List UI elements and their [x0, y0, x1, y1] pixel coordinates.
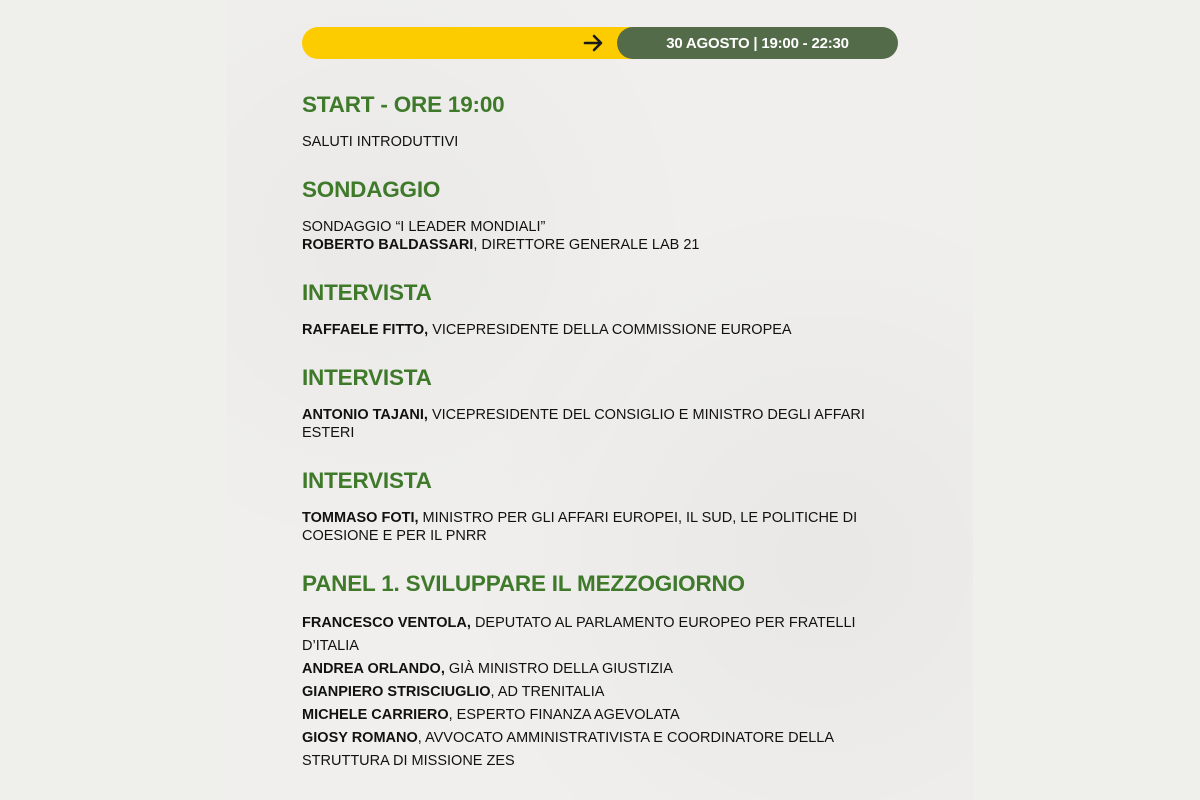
speaker-name: TOMMASO FOTI,	[302, 510, 419, 526]
section-heading: INTERVISTA	[302, 468, 432, 493]
agenda-line: RAFFAELE FITTO, VICEPRESIDENTE DELLA COMMISSIONE EUROPEA	[302, 322, 792, 338]
section-heading: SONDAGGIO	[302, 177, 441, 202]
agenda-line: ANTONIO TAJANI, VICEPRESIDENTE DEL CONSIGLIO E MINISTRO DEGLI AFFARI ESTERI	[302, 407, 865, 441]
section-heading: INTERVISTA	[302, 280, 432, 305]
agenda-line: SALUTI INTRODUTTIVI	[302, 134, 459, 150]
program-content	[302, 91, 892, 773]
speaker-name: RAFFAELE FITTO,	[302, 322, 429, 338]
section-start	[302, 91, 892, 151]
agenda-line: FRANCESCO VENTOLA, DEPUTATO AL PARLAMENTO EUROPEO PER FRATELLI D’ITALIA	[302, 615, 856, 654]
program-page	[227, 0, 973, 800]
speaker-name: MICHELE CARRIERO	[302, 707, 449, 723]
section-intervista	[302, 279, 892, 339]
agenda-line: TOMMASO FOTI, MINISTRO PER GLI AFFARI EUROPEI, IL SUD, LE POLITICHE DI COESIONE E PER IL PNRR	[302, 510, 858, 544]
agenda-line: MICHELE CARRIERO, ESPERTO FINANZA AGEVOLATA	[302, 707, 680, 723]
agenda-line: ROBERTO BALDASSARI, DIRETTORE GENERALE LAB 21	[302, 237, 700, 253]
section-intervista	[302, 467, 892, 545]
agenda-line: ANDREA ORLANDO, GIÀ MINISTRO DELLA GIUSTIZIA	[302, 661, 673, 677]
speaker-name: FRANCESCO VENTOLA,	[302, 615, 471, 631]
speaker-name: ANDREA ORLANDO,	[302, 661, 445, 677]
section-sondaggio	[302, 176, 892, 254]
speaker-name: ROBERTO BALDASSARI	[302, 237, 474, 253]
agenda-line: GIOSY ROMANO, AVVOCATO AMMINISTRATIVISTA E COORDINATORE DELLA STRUTTURA DI MISSIONE ZES	[302, 730, 834, 769]
section-heading: PANEL 1. SVILUPPARE IL MEZZOGIORNO	[302, 571, 745, 596]
speaker-name: GIOSY ROMANO	[302, 730, 418, 746]
date-banner	[302, 27, 898, 59]
arrow-right-icon	[582, 31, 606, 55]
speaker-name: ANTONIO TAJANI,	[302, 407, 428, 423]
agenda-line: SONDAGGIO “I LEADER MONDIALI”	[302, 219, 546, 235]
section-heading: START - ORE 19:00	[302, 92, 505, 117]
date-time-badge: 30 AGOSTO | 19:00 - 22:30	[617, 27, 898, 59]
section-intervista	[302, 364, 892, 442]
agenda-line: GIANPIERO STRISCIUGLIO, AD TRENITALIA	[302, 684, 605, 700]
section-panel	[302, 570, 892, 773]
speaker-name: GIANPIERO STRISCIUGLIO	[302, 684, 491, 700]
section-heading: INTERVISTA	[302, 365, 432, 390]
